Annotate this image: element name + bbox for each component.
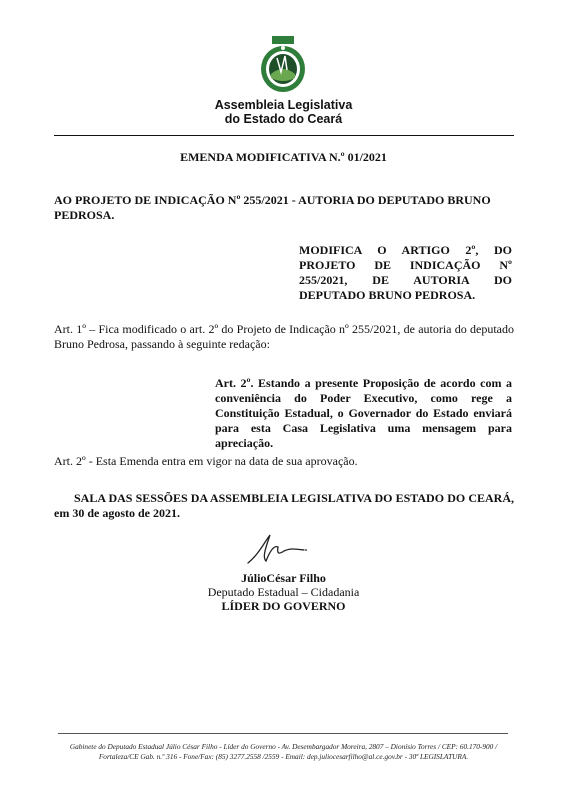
document-subject: AO PROJETO DE INDICAÇÃO Nº 255/2021 - AUTORIA DO DEPUTADO BRUNO PEDROSA. (54, 193, 491, 222)
article-1: Art. 1º – Fica modificado o art. 2º do Projeto de Indicação nº 255/2021, de autoria do deputado Bruno Pedrosa, passando à seguinte redação: (54, 322, 514, 351)
signer-role: Deputado Estadual – Cidadania (207, 585, 360, 599)
handwritten-signature-icon (244, 529, 310, 569)
document-title: EMENDA MODIFICATIVA N.º 01/2021 (180, 150, 387, 164)
state-coat-of-arms-icon (259, 36, 307, 94)
footer-divider (58, 733, 508, 734)
institution-name-line2: do Estado do Ceará (224, 112, 343, 126)
header-divider (54, 135, 514, 136)
amendment-summary: MODIFICA O ARTIGO 2º, DO PROJETO DE INDICAÇÃO Nº 255/2021, DE AUTORIA DO DEPUTADO BRUNO PEDROSA. (299, 243, 512, 302)
new-wording: Art. 2º. Estando a presente Proposição de acordo com a conveniência do Poder Executivo, como rege a Constituição Estadual, o Governador do Estado enviará para esta Casa Legislativa uma mensagem para apreciação. (215, 376, 512, 450)
signer-position: LÍDER DO GOVERNO (221, 599, 346, 613)
institution-name-line1: Assembleia Legislativa (214, 98, 353, 112)
session-statement: SALA DAS SESSÕES DA ASSEMBLEIA LEGISLATIVA DO ESTADO DO CEARÁ, em 30 de agosto de 2021. (54, 491, 514, 520)
footer-address-line1: Gabinete do Deputado Estadual Júlio César Filho - Líder do Governo - Av. Desembargador Moreira, 2807 – Dionísio Torres / CEP: 60.170-900 / (69, 742, 498, 751)
article-2: Art. 2º - Esta Emenda entra em vigor na data de sua aprovação. (54, 454, 358, 468)
signer-name: JúlioCésar Filho (241, 571, 326, 585)
footer-address-line2: Fortaleza/CE Gab. n.º 316 - Fone/Fax: (85) 3277.2558 /2559 - Email: dep.juliocesarfilho@al.ce.gov.br - 30ª LEGISLATURA. (98, 752, 469, 761)
